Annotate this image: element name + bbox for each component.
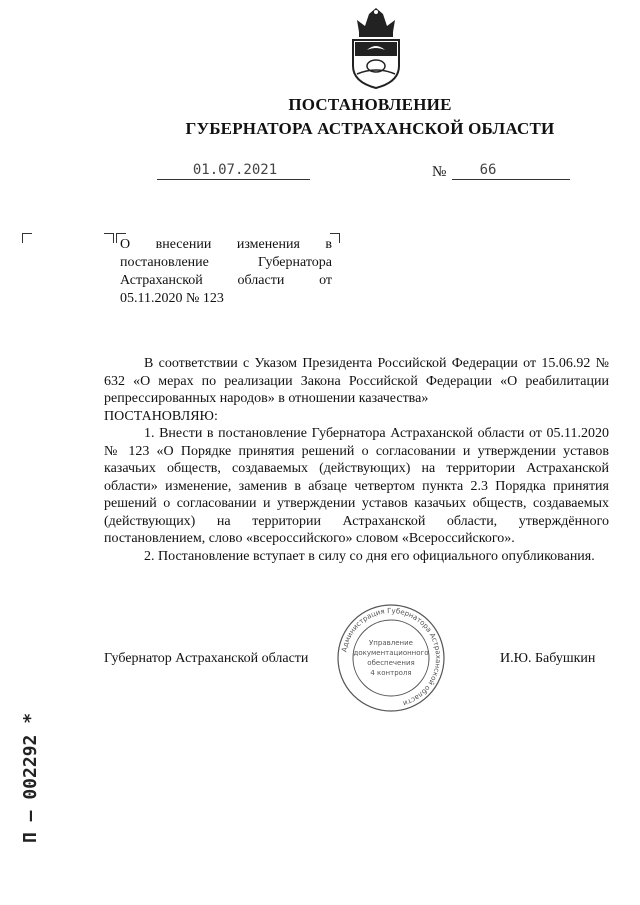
clause-2: 2. Постановление вступает в силу со дня его официального опубликования. <box>144 548 595 564</box>
clause-1: 1. Внести в постановление Губернатора Астраханской области от 05.11.2020 № 123 «О Порядке принятия решений о согласовании и утверждении уставов казачьих обществ, создаваемых (действующих) на территории Астраханской области» изменение, заменив в абзаце четвертом пункта 2.3 Порядка принятия решений о согласовании и утверждении уставов казачьих обществ, создаваемых (действующих) на территории Астраханской области, утверждённого постановлением, слово «всероссийского» словом «Всероссийского». <box>104 426 609 546</box>
official-stamp <box>336 603 446 713</box>
resolve-heading: ПОСТАНОВЛЯЮ: <box>104 408 218 424</box>
document-date: 01.07.2021 <box>192 162 278 178</box>
svg-text:обеспечения: обеспечения <box>367 659 415 667</box>
signatory-position: Губернатор Астраханской области <box>104 651 309 666</box>
registration-number-stamp <box>8 655 48 845</box>
issuer-title: ГУБЕРНАТОРА АСТРАХАНСКОЙ ОБЛАСТИ <box>185 119 555 138</box>
number-sign: № <box>432 164 447 180</box>
preamble-paragraph: В соответствии с Указом Президента Российской Федерации от 15.06.92 № 632 «О мерах по реализации Закона Российской Федерации «О реабилитации репрессированных народов» в отношении казачества» <box>104 356 609 406</box>
svg-text:документационного: документационного <box>353 649 429 657</box>
document-type-title: ПОСТАНОВЛЕНИЕ <box>288 95 452 114</box>
document-subject: О внесении изменения в постановление Губернатора Астраханской области от 05.11.2020 № 123 <box>120 237 332 306</box>
svg-text:4 контроля: 4 контроля <box>370 669 412 677</box>
number-underline <box>452 179 570 180</box>
svg-text:Администрация Губернатора Астр: Администрация Губернатора Астраханской области <box>340 606 443 708</box>
corner-mark-mid-left <box>104 233 114 243</box>
svg-text:П – 002292 *: П – 002292 * <box>20 712 41 843</box>
signatory-name: И.Ю. Бабушкин <box>500 651 596 666</box>
date-underline <box>157 179 310 180</box>
svg-text:Управление: Управление <box>369 639 413 647</box>
document-number: 66 <box>479 162 497 178</box>
corner-mark-left <box>22 233 32 243</box>
coat-of-arms-emblem <box>347 6 405 90</box>
document-body <box>104 355 609 565</box>
